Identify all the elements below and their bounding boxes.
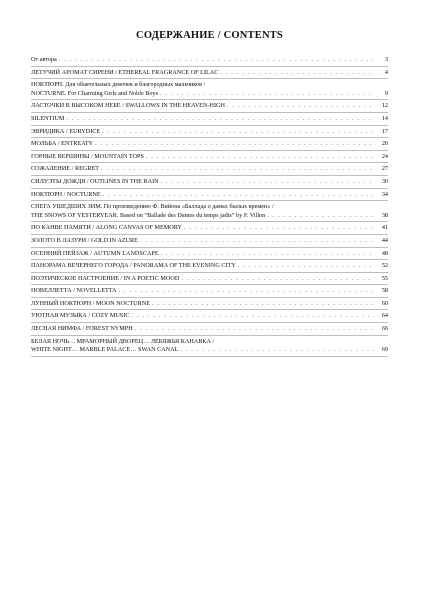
toc-entry[interactable] [31,224,388,235]
toc-entry-title: ПО КАНВЕ ПАМЯТИ / ALONG CANVAS OF MEMORY [31,224,182,232]
toc-entry-title: СНЕГА УШЕДШИХ ЗИМ. По произведению Ф. Вийона «Баллада о дамах былых времен» / [31,203,274,211]
toc-entry[interactable] [31,250,388,261]
toc-entry-line [31,346,388,355]
toc-entry[interactable] [31,275,388,286]
toc-entry-title: ЛАСТОЧКИ В ВЫСОКОМ НЕБЕ / SWALLOWS IN THE HEAVEN-HIGH [31,102,225,110]
toc-entry-line [31,224,388,233]
toc-entry-title: НОКТЮРН. Для обаятельных девочек и благородных мальчиков / [31,81,206,89]
toc-page-number: 58 [381,287,388,295]
toc-entry-line [31,178,388,187]
toc-entry[interactable] [31,69,388,80]
toc-entry-title: ГОРНЫЕ ВЕРШИНЫ / MOUNTAIN TOPS [31,152,144,160]
toc-entry-line [31,140,388,149]
dot-leader [99,165,374,174]
toc-page-number: 34 [381,190,388,198]
toc-page-number: 48 [381,249,388,257]
toc-entry-line [31,128,388,137]
toc-entry-title: СОЖАЛЕНИЕ / REGRET [31,165,100,173]
toc-entry-line [31,69,388,78]
toc-entry-line [31,191,388,200]
toc-entry[interactable] [31,102,388,113]
toc-entry[interactable] [31,287,388,298]
toc-entry[interactable] [31,165,388,176]
toc-page-number: 41 [381,224,388,232]
toc-entry[interactable] [31,237,388,248]
toc-entry-title: ПАНОРАМА ВЕЧЕРНЕГО ГОРОДА / PANORAMA OF THE EVENING CITY [31,262,236,270]
toc-entry-line [31,338,388,347]
toc-entry-title: ЛЕСНАЯ НИМФА / FOREST NYMPH [31,325,133,333]
toc-entry[interactable] [31,300,388,311]
toc-entry-title: БЕЛАЯ НОЧЬ… МРАМОРНЫЙ ДВОРЕЦ… ЛЕБЯЖЬЯ КАНАВКА / [31,337,215,345]
dot-leader [225,102,374,111]
toc-entry-title: СИЛУЭТЫ ДОЖДЯ / OUTLINES IN THE RAIN [31,177,159,185]
toc-entry-line [31,300,388,309]
toc-page-number: 14 [381,114,388,122]
dot-leader [159,178,374,187]
toc-entry-line [31,250,388,259]
toc-page-number: 30 [381,177,388,185]
dot-leader [265,212,374,221]
toc-page-number: 9 [384,89,388,97]
toc-entry[interactable] [31,115,388,126]
toc-entry-line [31,153,388,162]
toc-entry[interactable] [31,262,388,273]
toc-entry-title: SILENTIUM [31,114,65,122]
dot-leader [218,69,374,78]
toc-entry[interactable] [31,128,388,139]
dot-leader [101,191,374,200]
toc-entry-line [31,56,388,65]
toc-entry[interactable] [31,325,388,336]
toc-entry[interactable] [31,81,388,100]
toc-entry[interactable] [31,312,388,323]
toc-entry-title: ПОЭТИЧЕСКОЕ НАСТРОЕНИЕ / IN A POETIC MOOD [31,274,180,282]
dot-leader [178,346,374,355]
dot-leader [158,90,374,99]
dot-leader [133,325,374,334]
toc-page-number: 17 [381,127,388,135]
toc-entry-title: МОЛЬБА / ENTREATY [31,140,94,148]
toc-page-number: 66 [381,325,388,333]
toc-entry-line [31,102,388,111]
toc-entry-line [31,275,388,284]
toc-entry-line [31,312,388,321]
toc-entry-line [31,115,388,124]
toc-entry-title: ЛУННЫЙ НОКТЮРН / MOON NOCTURNE [31,299,150,307]
toc-page-number: 52 [381,262,388,270]
toc-entry-title: УЮТНАЯ МУЗЫКА / COZY MUSIC [31,312,130,320]
dot-leader [182,224,374,233]
toc-entry-title: НОКТЮРН / NOCTURNE [31,190,101,198]
toc-entry-line [31,287,388,296]
toc-entry[interactable] [31,338,388,357]
toc-entry-title: От автора [31,56,57,63]
toc-entry-line [31,203,388,212]
page-title: СОДЕРЖАНИЕ / CONTENTS [136,30,283,41]
toc-page-number: 69 [381,346,388,354]
toc-entry-title: NOCTURNE. For Charming Girls and Noble Boys [31,89,159,97]
toc-entry-title: THE SNOWS OF YESTERYEAR. Based on “Ballade des Dames du temps jadis” by F. Villon [31,211,266,219]
toc-page-number: 64 [381,312,388,320]
toc-page-number: 24 [381,152,388,160]
toc-entry-line [31,325,388,334]
toc-entry-title: ЛЕТУЧИЙ АРОМАТ СИРЕНИ / ETHEREAL FRAGRANCE OF LILAC [31,68,219,76]
dot-leader [57,56,374,65]
dot-leader [144,153,374,162]
dot-leader [236,262,374,271]
toc-entry[interactable] [31,153,388,164]
toc-entry-title: ЭВРИДИКА / EURYDICE [31,127,101,135]
toc-page-number: 20 [381,140,388,148]
dot-leader [179,275,374,284]
toc-page-number: 27 [381,165,388,173]
toc-entry[interactable] [31,178,388,189]
toc-entry-line [31,165,388,174]
dot-leader [159,250,374,259]
toc-entry-line [31,212,388,221]
toc-page-number: 55 [381,274,388,282]
toc-entry-title: НОВЕЛЛЕТТА / NOVELLETTA [31,287,117,295]
dot-leader [93,140,374,149]
dot-leader [129,312,374,321]
toc-entry[interactable] [31,203,388,222]
dot-leader [64,115,374,124]
toc-page-number: 12 [381,102,388,110]
toc-entry-title: ЗОЛОТО В ЛАЗУРИ / GOLD IN AZURE [31,236,138,244]
toc-entry-line [31,81,388,90]
table-of-contents [31,56,388,357]
dot-leader [150,300,374,309]
toc-page-number: 4 [384,68,388,76]
toc-entry[interactable] [31,191,388,202]
dot-leader [100,128,374,137]
toc-page-number: 38 [381,211,388,219]
toc-entry-title: ОСЕННИЙ ПЕЙЗАЖ / AUTUMN LANDSCAPE [31,249,159,257]
toc-entry[interactable] [31,140,388,151]
toc-entry-title: WHITE NIGHT… MARBLE PALACE… SWAN CANAL [31,346,179,354]
dot-leader [117,287,374,296]
toc-page-number: 3 [384,56,388,63]
toc-page-number: 44 [381,236,388,244]
toc-page-number: 60 [381,299,388,307]
toc-entry-line [31,90,388,99]
dot-leader [138,237,374,246]
toc-entry-line [31,237,388,246]
toc-entry[interactable] [31,56,388,67]
toc-entry-line [31,262,388,271]
